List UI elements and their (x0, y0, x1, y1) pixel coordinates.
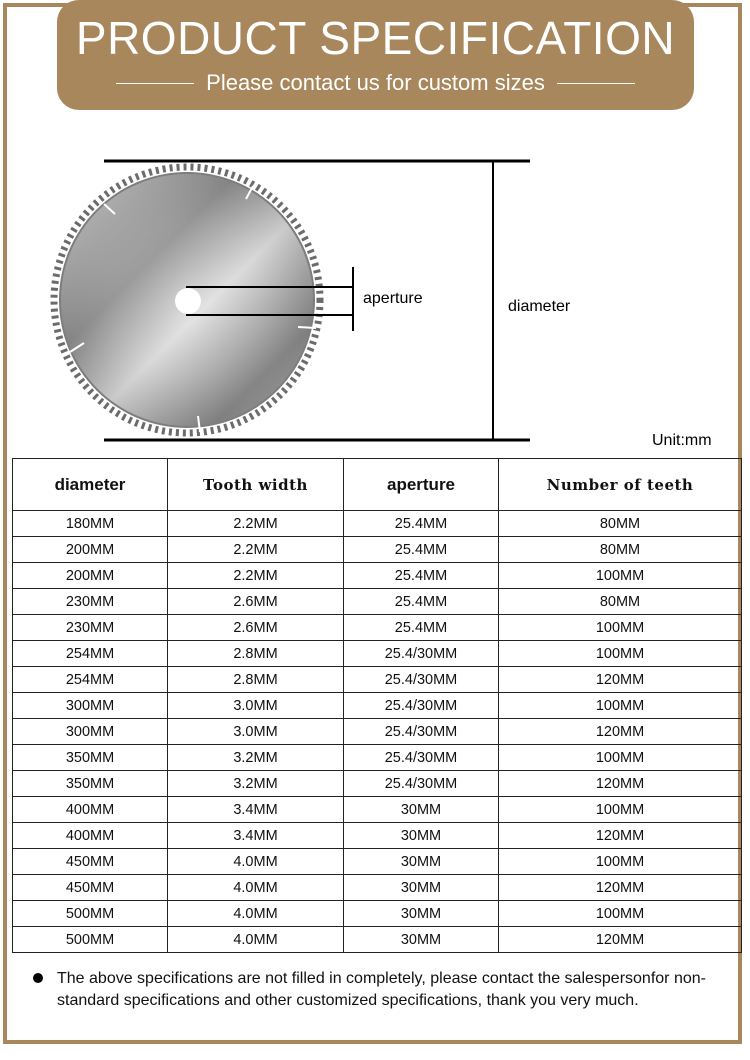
table-row (13, 537, 742, 563)
cell-diameter: 230MM (13, 615, 168, 641)
cell-diameter: 180MM (13, 511, 168, 537)
cell-tooth-width: 2.2MM (168, 563, 344, 589)
cell-teeth: 100MM (499, 901, 742, 927)
cell-tooth-width: 4.0MM (168, 875, 344, 901)
table-row (13, 589, 742, 615)
table-row (13, 641, 742, 667)
cell-teeth: 100MM (499, 693, 742, 719)
header-diameter: diameter (13, 459, 168, 511)
cell-tooth-width: 3.2MM (168, 771, 344, 797)
cell-teeth: 120MM (499, 927, 742, 953)
cell-aperture: 30MM (344, 875, 499, 901)
cell-teeth: 100MM (499, 641, 742, 667)
cell-tooth-width: 4.0MM (168, 901, 344, 927)
cell-aperture: 25.4/30MM (344, 745, 499, 771)
cell-diameter: 500MM (13, 901, 168, 927)
cell-aperture: 30MM (344, 823, 499, 849)
cell-diameter: 400MM (13, 823, 168, 849)
cell-tooth-width: 2.8MM (168, 667, 344, 693)
cell-teeth: 100MM (499, 563, 742, 589)
cell-teeth: 100MM (499, 797, 742, 823)
cell-aperture: 25.4MM (344, 615, 499, 641)
cell-teeth: 100MM (499, 745, 742, 771)
table-row (13, 745, 742, 771)
unit-label: Unit:mm (652, 432, 712, 449)
cell-tooth-width: 3.0MM (168, 719, 344, 745)
cell-diameter: 300MM (13, 693, 168, 719)
cell-diameter: 300MM (13, 719, 168, 745)
cell-tooth-width: 3.4MM (168, 797, 344, 823)
cell-aperture: 30MM (344, 927, 499, 953)
header-number-of-teeth: Number of teeth (499, 459, 742, 511)
cell-diameter: 254MM (13, 667, 168, 693)
table-row (13, 849, 742, 875)
table-row (13, 823, 742, 849)
cell-diameter: 450MM (13, 849, 168, 875)
table-row (13, 927, 742, 953)
table-row (13, 797, 742, 823)
aperture-label: aperture (363, 290, 423, 307)
cell-diameter: 350MM (13, 745, 168, 771)
cell-aperture: 25.4/30MM (344, 693, 499, 719)
cell-diameter: 230MM (13, 589, 168, 615)
cell-teeth: 80MM (499, 511, 742, 537)
diameter-label: diameter (508, 298, 571, 315)
table-row (13, 901, 742, 927)
saw-blade-icon (0, 0, 750, 460)
cell-tooth-width: 2.6MM (168, 615, 344, 641)
table-row (13, 511, 742, 537)
cell-aperture: 30MM (344, 849, 499, 875)
cell-teeth: 100MM (499, 849, 742, 875)
spec-table (12, 458, 742, 953)
cell-teeth: 120MM (499, 771, 742, 797)
cell-tooth-width: 2.8MM (168, 641, 344, 667)
cell-aperture: 25.4/30MM (344, 771, 499, 797)
blade-diagram (0, 0, 750, 460)
cell-aperture: 25.4MM (344, 589, 499, 615)
cell-diameter: 254MM (13, 641, 168, 667)
header-aperture: aperture (344, 459, 499, 511)
cell-aperture: 25.4/30MM (344, 719, 499, 745)
cell-tooth-width: 2.6MM (168, 589, 344, 615)
page-title: PRODUCT SPECIFICATION (75, 12, 676, 64)
page-subtitle: Please contact us for custom sizes (206, 70, 545, 95)
table-row (13, 693, 742, 719)
cell-diameter: 400MM (13, 797, 168, 823)
cell-aperture: 25.4MM (344, 511, 499, 537)
table-row (13, 771, 742, 797)
cell-teeth: 120MM (499, 667, 742, 693)
table-header-row (13, 459, 742, 511)
cell-teeth: 80MM (499, 537, 742, 563)
cell-aperture: 30MM (344, 901, 499, 927)
header-tooth-width: Tooth width (168, 459, 344, 511)
cell-diameter: 450MM (13, 875, 168, 901)
cell-diameter: 200MM (13, 563, 168, 589)
bullet-icon (33, 973, 43, 983)
table-row (13, 615, 742, 641)
cell-aperture: 25.4/30MM (344, 641, 499, 667)
footnote (33, 968, 713, 1011)
cell-teeth: 80MM (499, 589, 742, 615)
cell-aperture: 25.4/30MM (344, 667, 499, 693)
cell-aperture: 25.4MM (344, 537, 499, 563)
cell-tooth-width: 4.0MM (168, 927, 344, 953)
cell-teeth: 120MM (499, 823, 742, 849)
table-row (13, 875, 742, 901)
cell-teeth: 120MM (499, 719, 742, 745)
cell-tooth-width: 2.2MM (168, 537, 344, 563)
cell-teeth: 120MM (499, 875, 742, 901)
cell-tooth-width: 3.0MM (168, 693, 344, 719)
cell-teeth: 100MM (499, 615, 742, 641)
table-row (13, 719, 742, 745)
cell-aperture: 30MM (344, 797, 499, 823)
footnote-text: The above specifications are not filled in completely, please contact the salespersonfor non-standard specifications and other customized specifications, thank you very much. (57, 970, 706, 1009)
cell-diameter: 500MM (13, 927, 168, 953)
cell-diameter: 350MM (13, 771, 168, 797)
cell-tooth-width: 3.2MM (168, 745, 344, 771)
table-row (13, 563, 742, 589)
table-row (13, 667, 742, 693)
cell-tooth-width: 3.4MM (168, 823, 344, 849)
cell-diameter: 200MM (13, 537, 168, 563)
cell-aperture: 25.4MM (344, 563, 499, 589)
cell-tooth-width: 2.2MM (168, 511, 344, 537)
cell-tooth-width: 4.0MM (168, 849, 344, 875)
